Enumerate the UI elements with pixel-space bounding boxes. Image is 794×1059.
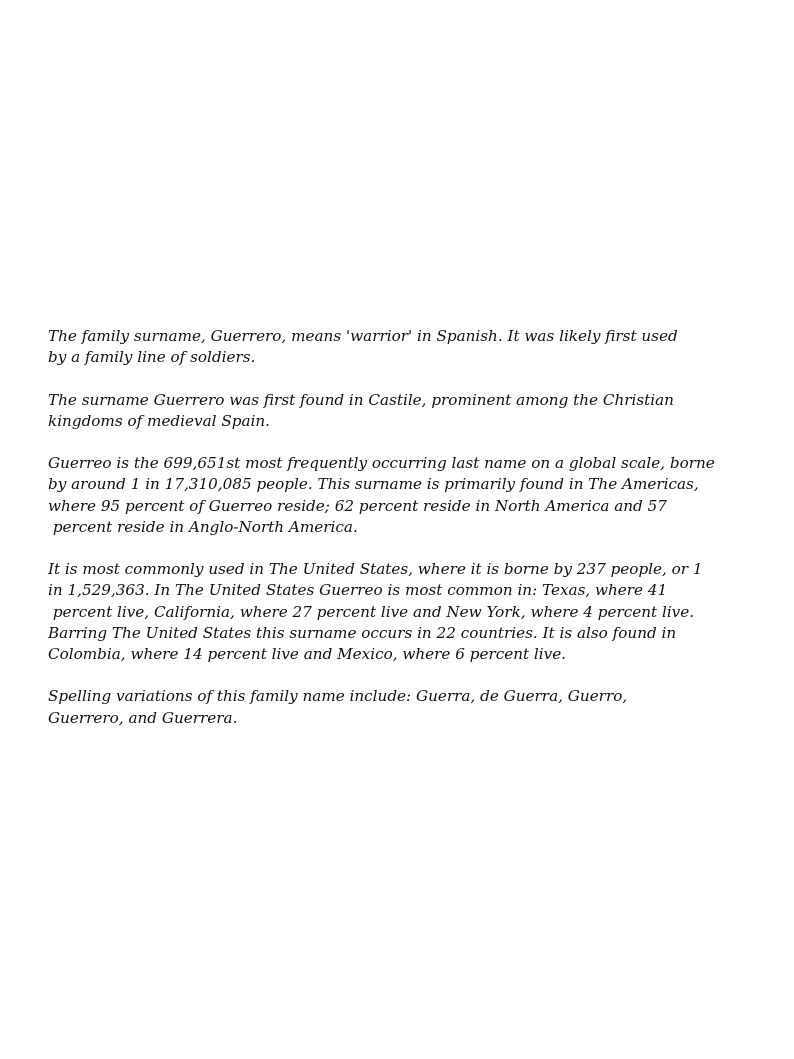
document-body — [48, 326, 748, 750]
paragraph-global-frequency — [48, 453, 748, 538]
text-line: in 1,529,363. In The United States Guerreo is most common in: Texas, where 41 — [48, 581, 668, 600]
text-line: Spelling variations of this family name include: Guerra, de Guerra, Guerro, — [48, 687, 628, 706]
paragraph-spelling-variations — [48, 686, 748, 728]
text-line: Guerrero, and Guerrera. — [48, 708, 238, 727]
text-line: The surname Guerrero was first found in Castile, prominent among the Christian — [48, 390, 674, 409]
text-line: percent reside in Anglo-North America. — [48, 517, 358, 536]
text-line: Guerreo is the 699,651st most frequently occurring last name on a global scale, borne — [48, 454, 715, 473]
text-line: by around 1 in 17,310,085 people. This surname is primarily found in The Americas, — [48, 475, 699, 494]
text-line: where 95 percent of Guerreo reside; 62 percent reside in North America and 57 — [48, 496, 667, 515]
text-line: kingdoms of medieval Spain. — [48, 411, 270, 430]
text-line: by a family line of soldiers. — [48, 348, 256, 367]
text-line: It is most commonly used in The United States, where it is borne by 237 people, or 1 — [48, 560, 703, 579]
paragraph-country-distribution — [48, 559, 748, 665]
text-line: The family surname, Guerrero, means 'warrior' in Spanish. It was likely first used — [48, 327, 678, 345]
paragraph-meaning — [48, 326, 748, 368]
text-line: Barring The United States this surname occurs in 22 countries. It is also found in — [48, 623, 677, 642]
text-line: Colombia, where 14 percent live and Mexico, where 6 percent live. — [48, 645, 567, 663]
paragraph-origin — [48, 390, 748, 432]
text-line: percent live, California, where 27 percent live and New York, where 4 percent live. — [48, 602, 695, 621]
